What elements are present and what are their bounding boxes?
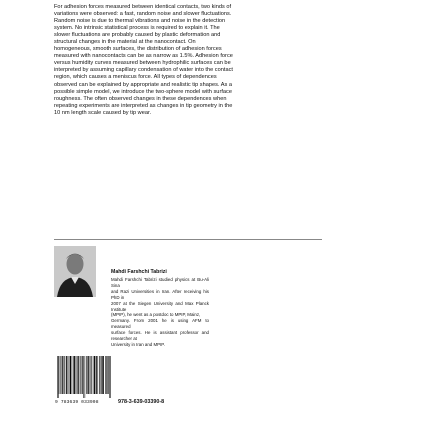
barcode-bar: [61, 356, 62, 394]
blurb-line: Random noise is due to thermal vibrations and noise in the detection: [54, 18, 226, 25]
barcode-bar: [95, 356, 96, 394]
barcode-bar: [73, 356, 74, 394]
bio-line: Germany. From 2001 he is using AFM to measured: [111, 318, 209, 330]
barcode-bar: [91, 356, 92, 394]
author-photo-icon: [54, 246, 96, 297]
barcode-bar: [100, 356, 101, 394]
barcode-bar: [101, 356, 102, 394]
author-block: [54, 246, 322, 347]
barcode-bar: [80, 356, 81, 394]
barcode-bar: [66, 356, 67, 394]
blurb-line: roughness. The often observed changes in these dependences when: [54, 95, 227, 102]
barcode-bar: [79, 356, 80, 394]
barcode-bar: [69, 356, 70, 394]
barcode-bar: [96, 356, 97, 394]
blurb-text: [54, 4, 322, 117]
blurb-line: variations were observed: a fast, random noise and slower fluctuations.: [54, 11, 232, 18]
barcode-bar: [108, 356, 109, 394]
barcode-bar: [89, 356, 90, 394]
barcode-bar: [57, 356, 58, 398]
barcode-bar: [109, 356, 110, 398]
author-bio: [111, 277, 209, 348]
barcode-bar: [66, 356, 67, 394]
blurb-line: repeating experiments are interpreted as changes in tip geometry in the: [54, 102, 233, 109]
isbn-number: 978-3-639-03390-8: [118, 399, 165, 405]
bio-line: surface forces. He is assistant professor and researcher at: [111, 330, 209, 342]
bio-line: (MPIP), he went as a postdoc to MPIP, Mainz,: [111, 312, 201, 318]
blurb-line: measured with nanocontacts can be as narrow as 1.5%. Adhesion force: [54, 53, 233, 60]
barcode-bar: [70, 356, 71, 394]
blurb-line: 10 nm length scale caused by tip wear.: [54, 109, 152, 116]
barcode-bar: [76, 356, 77, 394]
barcode-bar: [75, 356, 76, 394]
blurb-line: region, which causes a meniscus force. All types of dependences: [54, 74, 217, 81]
barcode-bar: [74, 356, 75, 394]
bio-line: Mahdi Farshchi Tabrizi studied physics at Bu-Ali Sina: [111, 277, 209, 288]
barcode-bar: [72, 356, 73, 394]
barcode-bar: [106, 356, 107, 394]
barcode-bar: [63, 356, 64, 394]
barcode-bar: [62, 356, 63, 394]
barcode-bar: [105, 356, 106, 394]
author-photo-graphic: [54, 246, 96, 297]
barcode-bar: [88, 356, 89, 394]
barcode-bar: [107, 356, 108, 394]
barcode-area: [54, 350, 322, 422]
barcode-bar: [59, 356, 60, 394]
barcode-bar: [96, 356, 97, 394]
barcode-bar: [58, 356, 59, 398]
barcode-bar: [86, 356, 87, 394]
barcode-bar: [87, 356, 88, 394]
barcode-bar: [77, 356, 78, 394]
barcode-bar: [85, 356, 86, 398]
barcode-bar: [62, 356, 63, 394]
blurb-line: observed can be explained by appropriate and realistic tip shapes. As a: [54, 81, 233, 88]
blurb-line: possible simple model, we introduce the two-sphere model with surface: [54, 88, 232, 95]
barcode-bar: [93, 356, 94, 394]
blurb-line: interpreted by assuming capillary condensation of water into the contact: [54, 67, 233, 74]
barcode-bar: [82, 356, 83, 394]
bio-line: and Razi Universities in Iran. After receiving his PhD in: [111, 288, 209, 300]
bio-line: 2007 at the Siegen University and Max Planck Institute: [111, 300, 209, 312]
blurb-line: system. No intrinsic statistical process is required to explain it. The: [54, 25, 220, 32]
barcode-icon: [57, 356, 111, 398]
barcode-bar: [102, 356, 103, 394]
barcode-bar: [90, 356, 91, 394]
barcode-bar: [99, 356, 100, 394]
barcode-bar: [103, 356, 104, 394]
barcode-bar: [110, 356, 111, 398]
bio-line: University in Iran and MPIP.: [111, 341, 165, 347]
barcode-bar: [94, 356, 95, 394]
blurb-line: For adhesion forces measured between identical contacts, two kinds of: [54, 4, 232, 10]
barcode-bar: [82, 356, 83, 394]
barcode-digits: 9 783639 033908: [55, 400, 99, 405]
blurb-line: homogeneous, smooth surfaces, the distribution of adhesion forces: [54, 46, 222, 53]
barcode-bar: [71, 356, 72, 394]
barcode-bar: [64, 356, 65, 394]
barcode-bar: [103, 356, 104, 394]
barcode-bar: [68, 356, 69, 394]
barcode-bar: [78, 356, 79, 394]
author-name: Mahdi Farshchi Tabrizi: [111, 269, 167, 275]
barcode-bar: [98, 356, 99, 394]
blurb-line: structural changes in the material at the nanocontact. On: [54, 39, 196, 46]
section-divider: [54, 239, 322, 240]
blurb-line: slower fluctuations are probably caused by plastic deformation and: [54, 32, 221, 39]
blurb-line: versus humidity curves measured between hydrophilic surfaces can be: [54, 60, 231, 67]
barcode-bar: [83, 356, 84, 398]
